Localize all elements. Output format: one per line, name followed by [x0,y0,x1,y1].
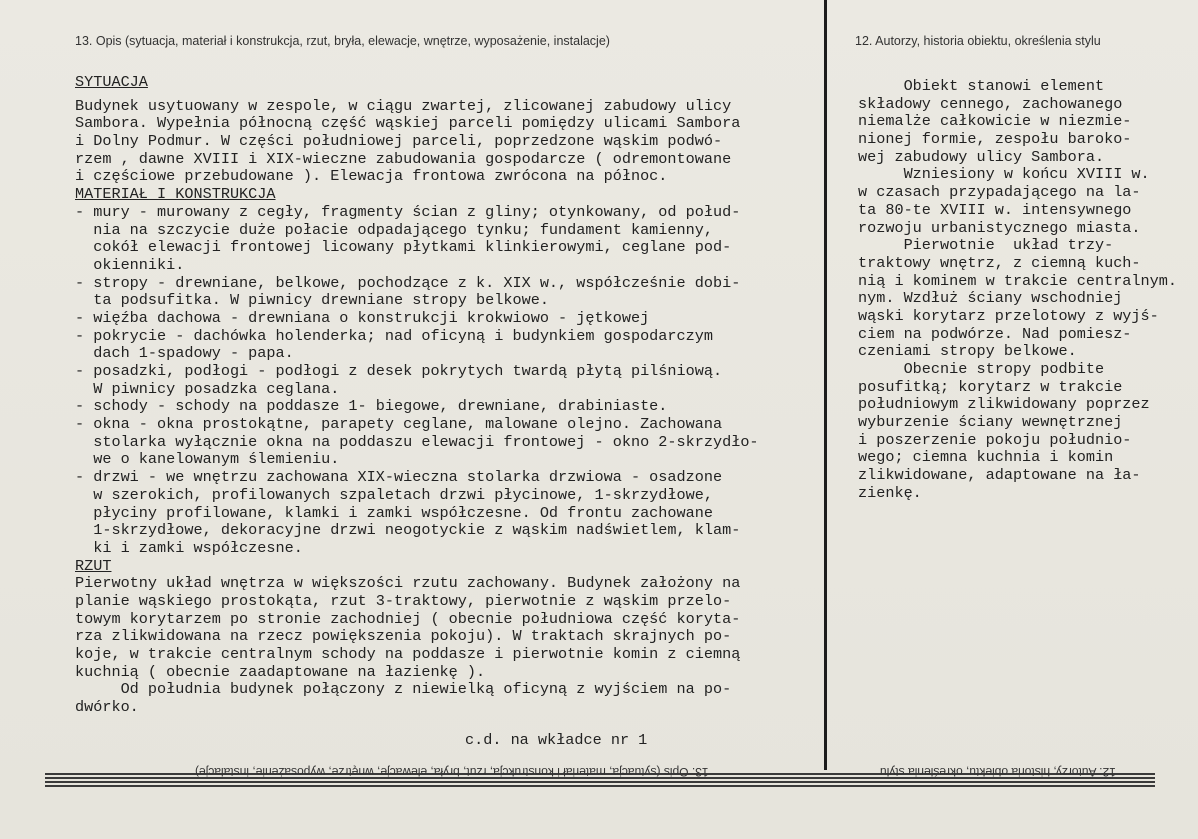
mirrored-section-13-header: 13. Opis (sytuacja, materiał i konstrukcja, rzut, bryła, elewacje, wnętrze, wyposażenie, instalacje) [195,765,709,779]
text-line: stolarka wyłącznie okna na poddaszu elewacji frontowej - okno 2-skrzydło- [75,432,759,451]
text-line: wyburzenie ściany wewnętrznej [858,413,1123,432]
text-line: w czasach przypadającego na la- [858,183,1141,202]
material-heading: MATERIAŁ I KONSTRUKCJA [75,185,276,204]
text-line: ta 80-te XVIII w. intensywnego [858,200,1132,219]
text-line: Obiekt stanowi element [858,77,1105,95]
text-line: nią i kominem w trakcie centralnym. [858,271,1177,290]
text-line: Obecnie stropy podbite [858,360,1105,378]
text-line: - więźba dachowa - drewniana o konstrukcji krokwiowo - jętkowej [75,308,650,327]
text-line: Budynek usytuowany w zespole, w ciągu zwartej, zlicowanej zabudowy ulicy [75,96,732,115]
text-line: Wzniesiony w końcu XVIII w. [858,165,1150,184]
text-line: - mury - murowany z cegły, fragmenty ścian z gliny; otynkowany, od połud- [75,202,741,221]
sytuacja-text [75,98,835,186]
text-line: - schody - schody na poddasze 1- biegowe, drewniane, drabiniaste. [75,397,668,416]
text-line: planie wąskiego prostokąta, rzut 3-traktowy, pierwotnie z wąskim przelo- [75,591,732,610]
text-line: w szerokich, profilowanych szpaletach drzwi płycinowe, 1-skrzydłowe, [75,485,713,504]
text-line: i Dolny Podmur. W części południowej parceli, poprzedzone wąskim podwó- [75,132,723,151]
text-line: czeniami stropy belkowe. [858,342,1077,361]
text-line: płyciny profilowane, klamki i zamki współczesne. Od frontu zachowane [75,503,713,522]
text-line: nym. Wzdłuż ściany wschodniej [858,289,1123,308]
text-line: traktowy wnętrz, z ciemną kuch- [858,253,1141,272]
text-line: kuchnią ( obecnie zaadaptowane na łazienkę ). [75,662,486,681]
text-line: wąski korytarz przelotowy z wyjś- [858,306,1159,325]
footer-rule [45,785,1155,787]
text-line: dwórko. [75,698,139,717]
text-line: zienkę. [858,483,922,502]
text-line: wej zabudowy ulicy Sambora. [858,147,1105,166]
text-line: ciem na podwórze. Nad pomiesz- [858,324,1132,343]
text-line: - posadzki, podłogi - podłogi z desek pokrytych twardą płytą pilśniową. [75,362,723,380]
text-line: nia na szczycie duże połacie odpadającego tynku; fundament kamienny, [75,220,713,239]
text-line: - stropy - drewniane, belkowe, pochodzące z k. XIX w., współcześnie dobi- [75,273,741,292]
sytuacja-heading: SYTUACJA [75,73,148,91]
text-line: Od południa budynek połączony z niewielką oficyną z wyjściem na po- [75,680,732,699]
text-line: wego; ciemna kuchnia i komin [858,448,1114,467]
text-line: - okna - okna prostokątne, parapety ceglane, malowane olejno. Zachowana [75,415,723,434]
text-line: - pokrycie - dachówka holenderka; nad oficyną i budynkiem gospodarczym [75,326,713,345]
text-line: ta podsufitka. W piwnicy drewniane stropy belkowe. [75,291,549,310]
text-line: - drzwi - we wnętrzu zachowana XIX-wieczna stolarka drzwiowa - osadzone [75,468,723,487]
section-12-header: 12. Autorzy, historia obiektu, określenia stylu [855,34,1101,48]
text-line: okienniki. [75,255,185,274]
text-line: i poszerzenie pokoju południo- [858,430,1132,449]
section-13-header: 13. Opis (sytuacja, materiał i konstrukcja, rzut, bryła, elewacje, wnętrze, wyposażenie, instalacje) [75,34,610,48]
text-line: Pierwotny układ wnętrza w większości rzutu zachowany. Budynek założony na [75,574,741,593]
text-line: nionej formie, zespołu baroko- [858,130,1132,149]
text-line: rozwoju urbanistycznego miasta. [858,218,1141,237]
text-line: i częściowe przebudowane ). Elewacja frontowa zwrócona na północ. [75,167,668,186]
text-line: rzem , dawne XVIII i XIX-wieczne zabudowania gospodarcze ( odremontowane [75,149,732,168]
text-line: koje, w trakcie centralnym schody na poddasze i pierwotnie komin z ciemną [75,645,741,663]
text-line: cokół elewacji frontowej licowany płytkami klinkierowymi, ceglane pod- [75,238,732,257]
text-line: 1-skrzydłowe, dekoracyjne drzwi neogotyckie z wąskim nadświetlem, klam- [75,521,741,540]
history-text [858,78,1178,503]
text-line: składowy cennego, zachowanego [858,94,1123,113]
description-column [75,74,835,717]
text-line: niemalże całkowicie w niezmie- [858,112,1132,131]
rzut-text [75,575,835,717]
text-line: Sambora. Wypełnia północną część wąskiej parceli pomiędzy ulicami Sambora [75,114,741,133]
text-line: południowym zlikwidowany poprzez [858,395,1150,414]
text-line: towym korytarzem po stronie zachodniej ( obecnie południowa część koryta- [75,609,741,628]
footer-rule [45,781,1155,783]
text-line: Pierwotnie układ trzy- [858,236,1114,255]
continued-note: c.d. na wkładce nr 1 [465,731,648,749]
history-column [858,78,1178,503]
text-line: ki i zamki współczesne. [75,538,303,557]
text-line: dach 1-spadowy - papa. [75,344,294,363]
material-text [75,204,835,558]
text-line: zlikwidowane, adaptowane na ła- [858,466,1141,485]
text-line: posufitką; korytarz w trakcie [858,377,1123,396]
mirrored-section-12-header: 12. Autorzy, historia obiektu, określenia stylu [880,765,1116,779]
text-line: W piwnicy posadzka ceglana. [75,379,340,398]
text-line: rza zlikwidowana na rzecz powiększenia pokoju). W traktach skrajnych po- [75,627,732,646]
text-line: we o kanelowanym ślemieniu. [75,450,340,469]
rzut-heading: RZUT [75,556,112,575]
